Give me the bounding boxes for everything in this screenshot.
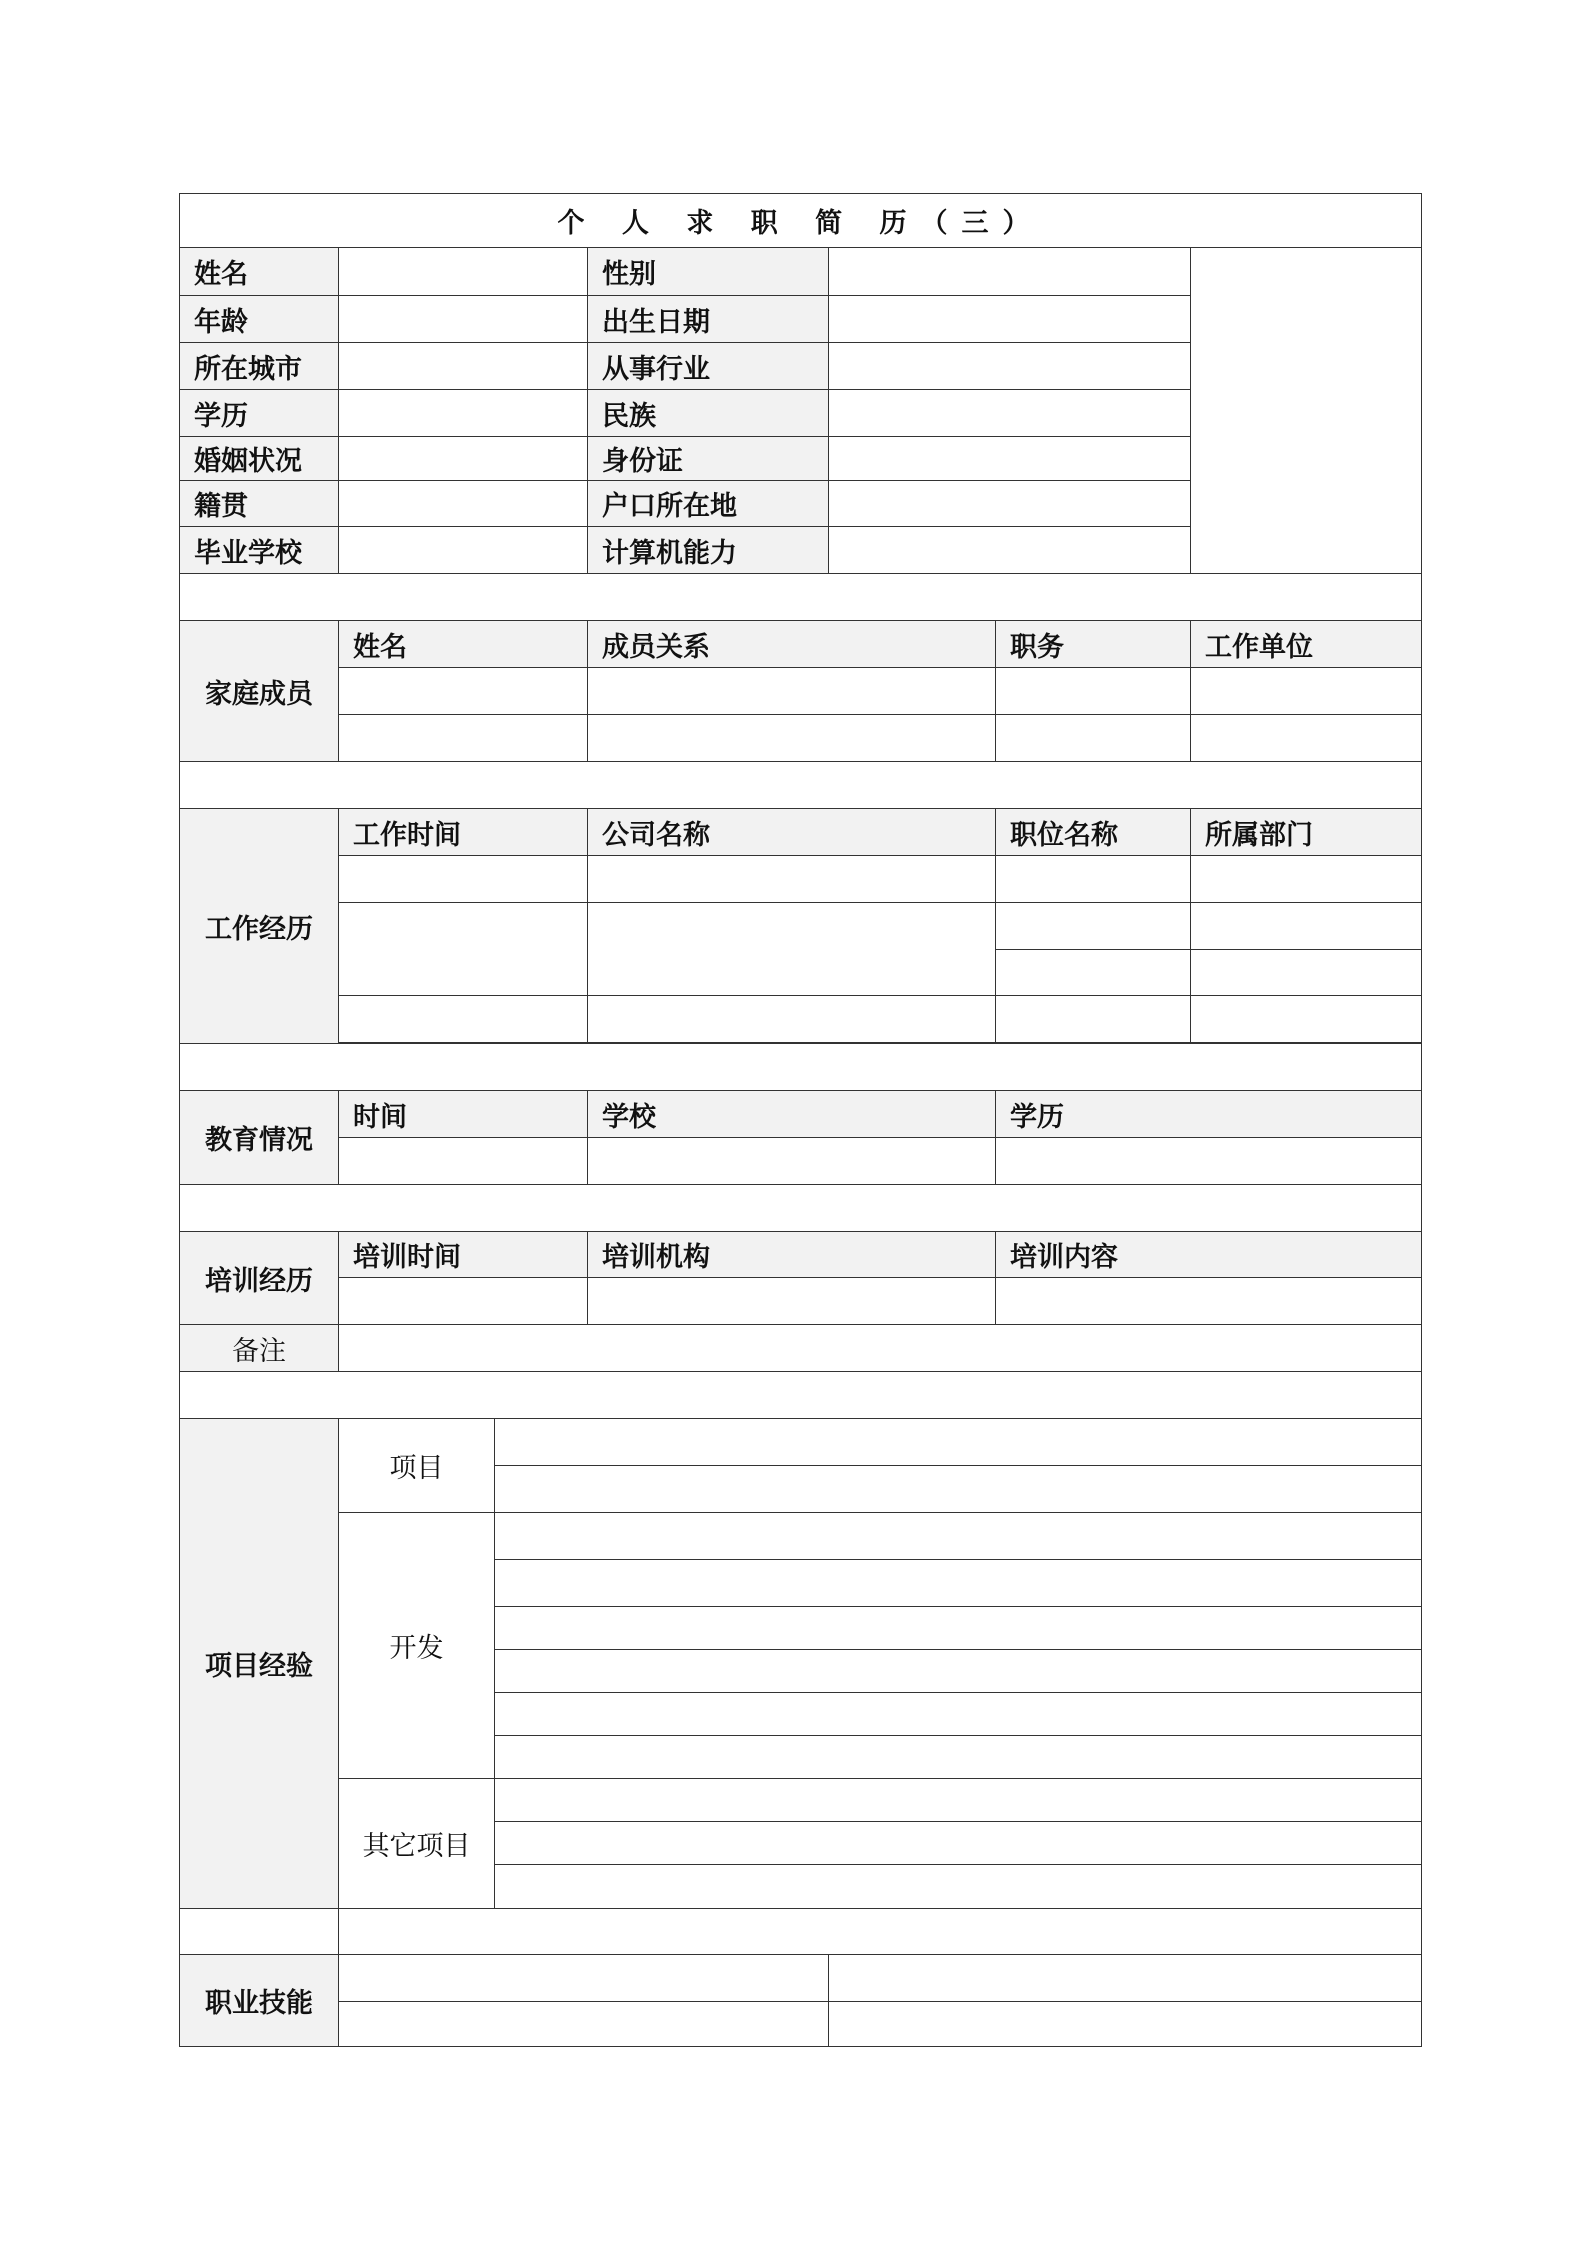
- project-line[interactable]: [495, 1822, 1422, 1865]
- spacer-row: [180, 1372, 1422, 1419]
- work-section-label: 工作经历: [180, 809, 339, 1044]
- label-ethnicity: 民族: [588, 390, 829, 437]
- skill-cell[interactable]: [829, 1955, 1422, 2002]
- label-degree: 学历: [180, 390, 339, 437]
- label-school: 毕业学校: [180, 527, 339, 574]
- education-cell[interactable]: [588, 1138, 996, 1185]
- input-birthdate[interactable]: [829, 296, 1191, 343]
- work-cell[interactable]: [996, 903, 1191, 950]
- input-computer-skill[interactable]: [829, 527, 1191, 574]
- remark-input[interactable]: [339, 1325, 1422, 1372]
- input-gender[interactable]: [829, 248, 1191, 296]
- work-cell[interactable]: [588, 903, 996, 996]
- work-header-department: 所属部门: [1191, 809, 1422, 856]
- training-section-label: 培训经历: [180, 1232, 339, 1325]
- input-native-place[interactable]: [339, 481, 588, 527]
- training-header-institution: 培训机构: [588, 1232, 996, 1278]
- project-line[interactable]: [495, 1865, 1422, 1909]
- label-hukou: 户口所在地: [588, 481, 829, 527]
- spacer-row: [180, 762, 1422, 809]
- label-city: 所在城市: [180, 343, 339, 390]
- input-id-card[interactable]: [829, 437, 1191, 481]
- training-cell[interactable]: [588, 1278, 996, 1325]
- family-section-label: 家庭成员: [180, 621, 339, 762]
- project-line[interactable]: [495, 1513, 1422, 1560]
- family-cell[interactable]: [996, 668, 1191, 715]
- label-id-card: 身份证: [588, 437, 829, 481]
- project-line[interactable]: [495, 1650, 1422, 1693]
- skills-section-label: 职业技能: [180, 1955, 339, 2047]
- project-line[interactable]: [495, 1419, 1422, 1466]
- spacer-row: [180, 1044, 1422, 1091]
- work-header-title: 职位名称: [996, 809, 1191, 856]
- family-header-position: 职务: [996, 621, 1191, 668]
- label-industry: 从事行业: [588, 343, 829, 390]
- input-hukou[interactable]: [829, 481, 1191, 527]
- family-cell[interactable]: [1191, 668, 1422, 715]
- education-header-school: 学校: [588, 1091, 996, 1138]
- work-cell[interactable]: [1191, 996, 1422, 1043]
- family-cell[interactable]: [1191, 715, 1422, 762]
- work-cell[interactable]: [339, 996, 588, 1043]
- project-line[interactable]: [495, 1736, 1422, 1779]
- input-name[interactable]: [339, 248, 588, 296]
- training-cell[interactable]: [996, 1278, 1422, 1325]
- family-cell[interactable]: [588, 715, 996, 762]
- input-marital[interactable]: [339, 437, 588, 481]
- work-cell[interactable]: [339, 903, 588, 996]
- input-school[interactable]: [339, 527, 588, 574]
- input-age[interactable]: [339, 296, 588, 343]
- skill-cell[interactable]: [339, 2002, 829, 2047]
- work-cell[interactable]: [339, 856, 588, 903]
- training-cell[interactable]: [339, 1278, 588, 1325]
- other-projects-group-label: 其它项目: [339, 1779, 495, 1909]
- label-name: 姓名: [180, 248, 339, 296]
- spacer-row: [180, 574, 1422, 621]
- project-line[interactable]: [495, 1466, 1422, 1513]
- work-header-company: 公司名称: [588, 809, 996, 856]
- project-line[interactable]: [495, 1693, 1422, 1736]
- spacer-left-cell: [180, 1909, 339, 1955]
- education-cell[interactable]: [339, 1138, 588, 1185]
- work-cell[interactable]: [996, 996, 1191, 1043]
- work-cell[interactable]: [588, 856, 996, 903]
- remark-label: 备注: [180, 1325, 339, 1372]
- label-age: 年龄: [180, 296, 339, 343]
- family-cell[interactable]: [996, 715, 1191, 762]
- label-computer-skill: 计算机能力: [588, 527, 829, 574]
- education-header-degree: 学历: [996, 1091, 1422, 1138]
- work-cell[interactable]: [1191, 903, 1422, 950]
- projects-section-label: 项目经验: [180, 1419, 339, 1909]
- education-section-label: 教育情况: [180, 1091, 339, 1185]
- education-header-time: 时间: [339, 1091, 588, 1138]
- label-marital: 婚姻状况: [180, 437, 339, 481]
- input-degree[interactable]: [339, 390, 588, 437]
- develop-group-label: 开发: [339, 1513, 495, 1779]
- work-cell[interactable]: [1191, 856, 1422, 903]
- family-header-name: 姓名: [339, 621, 588, 668]
- input-industry[interactable]: [829, 343, 1191, 390]
- skill-cell[interactable]: [339, 1955, 829, 2002]
- work-cell[interactable]: [588, 996, 996, 1043]
- family-cell[interactable]: [339, 715, 588, 762]
- project-group-label: 项目: [339, 1419, 495, 1513]
- family-cell[interactable]: [339, 668, 588, 715]
- label-birthdate: 出生日期: [588, 296, 829, 343]
- project-line[interactable]: [495, 1779, 1422, 1822]
- spacer-right-cell: [339, 1909, 1422, 1955]
- work-cell[interactable]: [996, 950, 1191, 996]
- spacer-row: [180, 1185, 1422, 1232]
- training-header-content: 培训内容: [996, 1232, 1422, 1278]
- education-cell[interactable]: [996, 1138, 1422, 1185]
- project-line[interactable]: [495, 1607, 1422, 1650]
- label-native-place: 籍贯: [180, 481, 339, 527]
- family-header-employer: 工作单位: [1191, 621, 1422, 668]
- skill-cell[interactable]: [829, 2002, 1422, 2047]
- input-city[interactable]: [339, 343, 588, 390]
- training-header-time: 培训时间: [339, 1232, 588, 1278]
- photo-box[interactable]: [1191, 248, 1422, 574]
- project-line[interactable]: [495, 1560, 1422, 1607]
- resume-title: 个 人 求 职 简 历（三）: [180, 194, 1422, 248]
- work-header-time: 工作时间: [339, 809, 588, 856]
- family-header-relation: 成员关系: [588, 621, 996, 668]
- work-cell[interactable]: [1191, 950, 1422, 996]
- resume-table: [179, 193, 1422, 2047]
- label-gender: 性别: [588, 248, 829, 296]
- input-ethnicity[interactable]: [829, 390, 1191, 437]
- family-cell[interactable]: [588, 668, 996, 715]
- work-cell[interactable]: [996, 856, 1191, 903]
